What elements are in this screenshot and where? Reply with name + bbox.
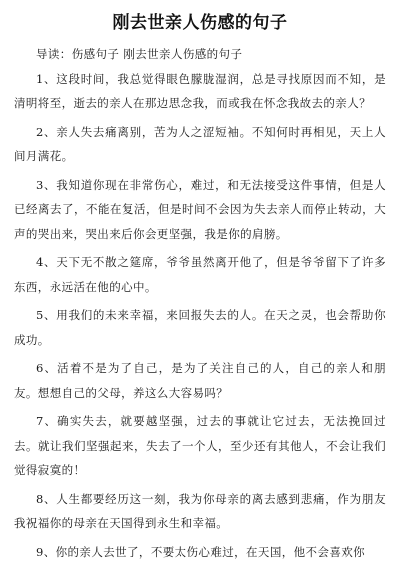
- paragraph-5: 5、用我们的未来幸福，来回报失去的人。在天之灵，也会帮助你成功。: [14, 308, 386, 347]
- paragraph-6: 6、活着不是为了自己，是为了关注自己的人，自己的亲人和朋友。想想自己的父母，养这么大容易吗？: [14, 361, 386, 400]
- paragraph-1: 1、这段时间，我总觉得眼色朦胧湿润，总是寻找原因而不知，是清明将至，逝去的亲人在那边思念我，而或我在怀念我故去的亲人？: [14, 71, 386, 110]
- paragraph-9: 9、你的亲人去世了，不要太伤心难过，在天国，他不会喜欢你: [36, 544, 366, 559]
- paragraph-2: 2、亲人失去痛离别，苦为人之涩短袖。不知何时再相见，天上人间月满花。: [14, 124, 386, 163]
- paragraph-4: 4、天下无不散之筵席，爷爷虽然离开他了，但是爷爷留下了许多东西，永远活在他的心中。: [14, 255, 386, 294]
- document-title: 刚去世亲人伤感的句子: [112, 13, 288, 33]
- paragraph-3: 3、我知道你现在非常伤心，难过，和无法接受这件事情，但是人已经离去了，不能在复活，但是时间不会因为失去亲人而停止转动，大声的哭出来，哭出来后你会更坚强，我是你的肩膀。: [14, 177, 386, 241]
- paragraph-8: 8、人生都要经历这一刻，我为你母亲的离去感到悲痛，作为朋友我祝福你的母亲在天国得到永生和幸福。: [14, 491, 386, 530]
- lead-line: 导读：伤感句子 刚去世亲人伤感的句子: [36, 47, 243, 61]
- paragraph-7: 7、确实失去，就要越坚强，过去的事就让它过去，无法挽回过去。就让我们坚强起来，失去了一个人，至少还有其他人，不会让我们觉得寂寞的！: [14, 414, 386, 477]
